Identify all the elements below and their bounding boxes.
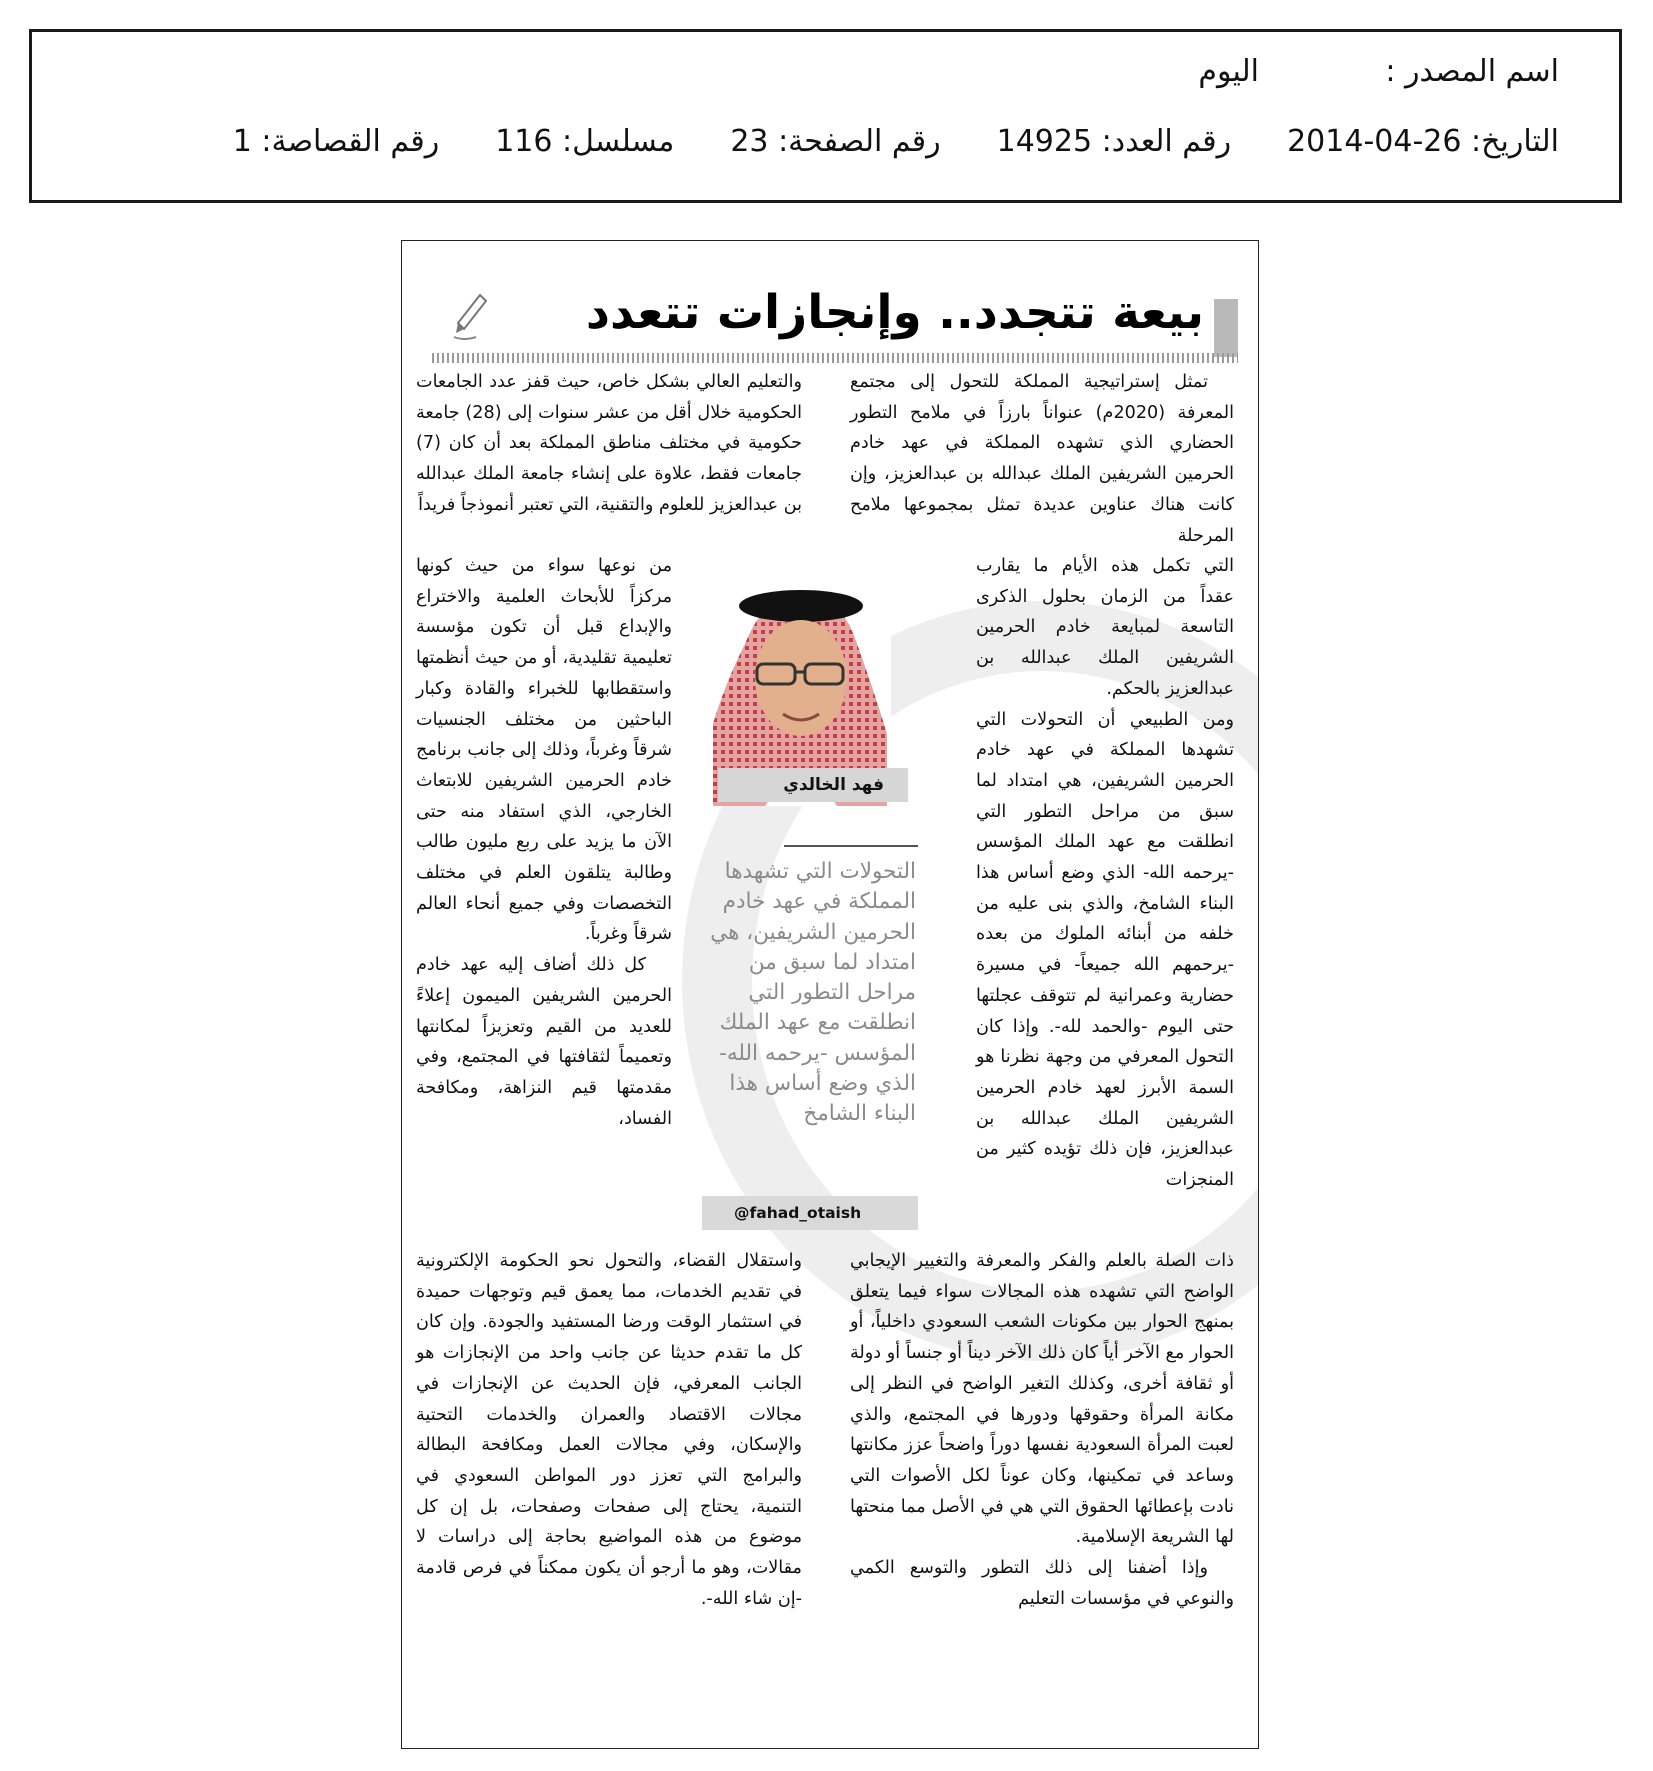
left-column-bottom: [416, 1246, 802, 1614]
right-column-top: [850, 367, 1234, 551]
right-column-bottom: [850, 1246, 1234, 1614]
paragraph: وإذا أضفنا إلى ذلك التطور والتوسع الكمي والنوعي في مؤسسات التعليم: [850, 1558, 1234, 1609]
paragraph: التي تكمل هذه الأيام ما يقارب عقداً من الزمان بحلول الذكرى التاسعة لمبايعة خادم الحرمين الشريفين الملك عبدالله بن عبدالعزيز بالحكم.: [976, 556, 1234, 699]
serial-field: مسلسل: 116: [495, 124, 675, 159]
paragraph: من نوعها سواء من حيث كونها مركزاً للأبحاث العلمية والاختراع والإبداع قبل أن تكون مؤسسة تعليمية تقليدية، أو من حيث أنظمتها واستقطابها للخبراء والقادة وكبار الباحثين من مختلف الجنسيات شرقاً وغرباً، وذلك إلى جانب برنامج خادم الحرمين الشريفين للابتعاث الخارجي، الذي استفاد منه حتى الآن ما يزيد على ربع مليون طالب وطالبة يتلقون العلم في مختلف التخصصات وفي جميع أنحاء العالم شرقاً وغرباً.: [416, 556, 672, 945]
clip-number-field: رقم القصاصة: 1: [232, 124, 440, 159]
paragraph: ذات الصلة بالعلم والفكر والمعرفة والتغيير الإيجابي الواضح التي تشهده هذه المجالات سواء فيما يتعلق بمنهج الحوار بين مكونات الشعب السعودي داخلياً، أو الحوار مع الآخر أياً كان ذلك الآخر ديناً أو جنساً أو دولة أو ثقافة أخرى، وكذلك التغير الواضح في النظر إلى مكانة المرأة وحقوقها ودورها في المجتمع، والذي لعبت المرأة السعودية نفسها دوراً واضحاً عزز مكانتها وساعد في تمكينها، وكان عوناً لكل الأصوات التي نادت بإعطائها الحقوق التي هي في الأصل مما منحتها لها الشريعة الإسلامية.: [850, 1251, 1234, 1548]
paragraph: تمثل إستراتيجية المملكة للتحول إلى مجتمع المعرفة (2020م) عنواناً بارزاً في ملامح التطور الحضاري الذي تشهده المملكة في عهد خادم الحرمين الشريفين الملك عبدالله بن عبدالعزيز، وإن كانت هناك عناوين عديدة تمثل بمجموعها ملامح المرحلة: [850, 372, 1234, 546]
headline-dotted-rule: [432, 353, 1238, 363]
source-row: [1198, 54, 1559, 89]
pull-quote-rule: [784, 845, 918, 847]
details-row: [177, 124, 1559, 159]
clipping-metadata-box: [29, 29, 1622, 203]
pen-icon: [450, 291, 490, 343]
headline-accent-bar: [1214, 299, 1238, 357]
paragraph: كل ذلك أضاف إليه عهد خادم الحرمين الشريفين الميمون إعلاءً للعديد من القيم وتعزيزاً لمكانتها وتعميماً لثقافتها في المجتمع، وفي مقدمتها قيم النزاهة، ومكافحة الفساد،: [416, 955, 672, 1129]
issue-number-field: رقم العدد: 14925: [996, 124, 1232, 159]
newspaper-clipping: [401, 240, 1259, 1749]
article-headline: بيعة تتجدد.. وإنجازات تتعدد: [585, 285, 1204, 340]
right-column-narrow: [976, 551, 1234, 1196]
paragraph: واستقلال القضاء، والتحول نحو الحكومة الإلكترونية في تقديم الخدمات، مما يعمق قيم وتوجهات حميدة في استثمار الوقت ورضا المستفيد والجودة. وإن كان كل ما تقدم حديثا عن جانب واحد من الإنجازات هو الجانب المعرفي، فإن الحديث عن الإنجازات في مجالات الاقتصاد والعمران والخدمات التحتية والإسكان، وفي مجالات العمل ومكافحة البطالة والبرامج التي تعزز دور المواطن السعودي في التنمية، يحتاج إلى صفحات وصفحات، بل إن كل موضوع من هذه المواضيع بحاجة إلى دراسات لا مقالات، وهو ما أرجو أن يكون ممكناً في فرص قادمة -إن شاء الله-.: [416, 1251, 802, 1609]
date-field: التاريخ: 26-04-2014: [1287, 124, 1559, 159]
source-label: اسم المصدر :: [1385, 54, 1559, 89]
source-value: اليوم: [1198, 54, 1259, 89]
author-name: فهد الخالدي: [718, 768, 908, 802]
paragraph: والتعليم العالي بشكل خاص، حيث قفز عدد الجامعات الحكومية خلال أقل من عشر سنوات إلى (28) جامعة حكومية في مختلف مناطق المملكة بعد أن كان (7) جامعات فقط، علاوة على إنشاء جامعة الملك عبدالله بن عبدالعزيز للعلوم والتقنية، التي تعتبر أنموذجاً فريداً: [416, 372, 802, 515]
paragraph: ومن الطبيعي أن التحولات التي تشهدها المملكة في عهد خادم الحرمين الشريفين، هي امتداد لما سبق من مراحل التطور التي انطلقت مع عهد الملك المؤسس -يرحمه الله- الذي وضع أساس هذا البناء الشامخ، والذي بنى عليه من خلفه من أبنائه الملوك من بعده -يرحمهم الله جميعاً- في مسيرة حضارية وعمرانية لم تتوقف عجلتها حتى اليوم -والحمد لله-. وإذا كان التحول المعرفي من وجهة نظرنا هو السمة الأبرز لعهد خادم الحرمين الشريفين الملك عبدالله بن عبدالعزيز، فإن ذلك تؤيده كثير من المنجزات: [976, 709, 1234, 1191]
page-number-field: رقم الصفحة: 23: [730, 124, 941, 159]
pull-quote: التحولات التي تشهدها المملكة في عهد خادم الحرمين الشريفين، هي امتداد لما سبق من مراحل التطور التي انطلقت مع عهد الملك المؤسس -يرحمه الله- الذي وضع أساس هذا البناء الشامخ: [710, 859, 916, 1127]
left-column-top: [416, 367, 802, 521]
twitter-handle: @fahad_otaish: [702, 1196, 918, 1230]
left-column-narrow: [416, 551, 672, 1134]
